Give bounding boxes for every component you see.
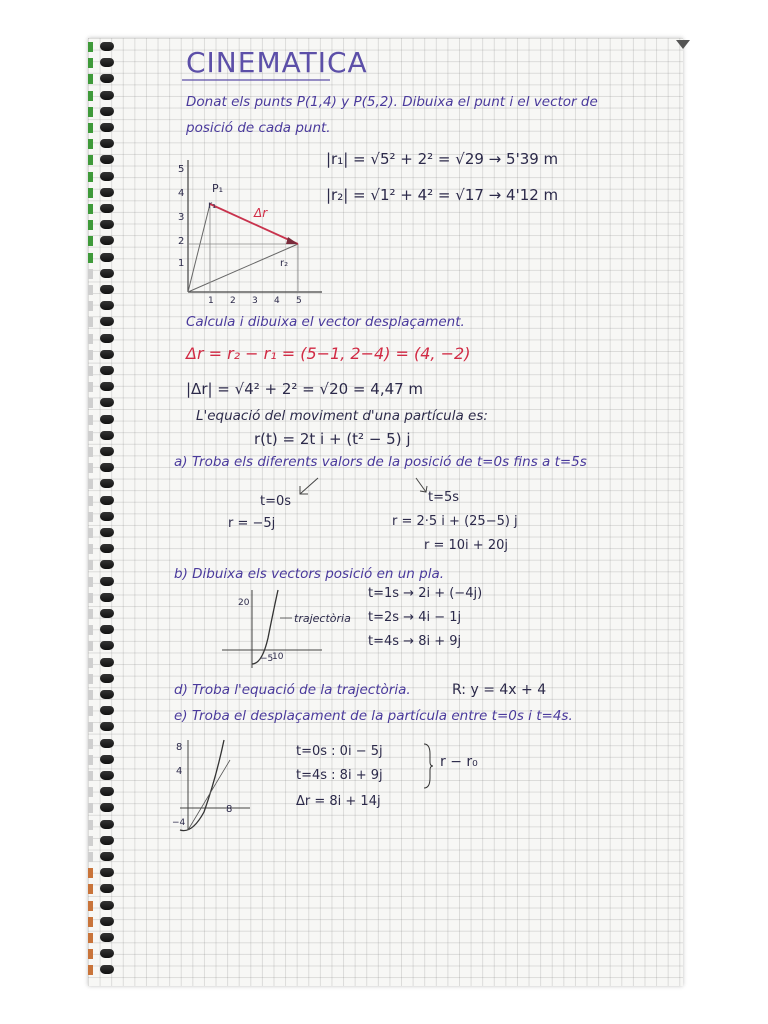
binding-tab: [88, 155, 93, 165]
delta-r-equation: Δr = r₂ − r₁ = (5−1, 2−4) = (4, −2): [186, 344, 471, 363]
disp-graph-y-neg: −4: [172, 818, 186, 828]
binding-ring: [100, 722, 114, 731]
binding-tab: [88, 560, 93, 570]
binding-ring: [100, 301, 114, 310]
binding-ring: [100, 204, 114, 213]
binding-tab: [88, 58, 93, 68]
y-tick-2: 2: [178, 236, 185, 247]
x-tick-2: 2: [230, 296, 236, 306]
t0-value: r = −5j: [228, 516, 276, 531]
binding-tab: [88, 884, 93, 894]
binding-ring: [100, 269, 114, 278]
binding-ring: [100, 755, 114, 764]
binding-ring: [100, 317, 114, 326]
binding-tab: [88, 42, 93, 52]
part-a-statement: a) Troba els diferents valors de la posició de t=0s fins a t=5s: [174, 454, 587, 470]
motion-equation: r(t) = 2t i + (t² − 5) j: [254, 430, 411, 448]
disp-graph-y-mid: 4: [176, 766, 183, 777]
disp-graph-y-top: 8: [176, 742, 183, 753]
binding-ring: [100, 512, 114, 521]
binding-ring: [100, 447, 114, 456]
binding-tab: [88, 803, 93, 813]
binding-ring: [100, 803, 114, 812]
binding-tab: [88, 123, 93, 133]
binding-tab: [88, 74, 93, 84]
page-corner-marker: [676, 40, 690, 49]
binding-ring: [100, 382, 114, 391]
problem2-statement: Calcula i dibuixa el vector desplaçament.: [186, 314, 465, 330]
r2-magnitude: |r₂| = √1² + 4² = √17 → 4'12 m: [326, 186, 559, 204]
binding-tab: [88, 658, 93, 668]
t0-label: t=0s: [260, 494, 292, 509]
binding-ring: [100, 253, 114, 262]
binding-tab: [88, 479, 93, 489]
binding-ring: [100, 463, 114, 472]
trajectory-y-tick: 20: [238, 598, 250, 608]
binding-tab: [88, 917, 93, 927]
part-e-line-2: t=4s : 8i + 9j: [296, 768, 383, 783]
binding-ring: [100, 74, 114, 83]
binding-tab: [88, 398, 93, 408]
disp-graph-x: 8: [226, 804, 233, 815]
binding-tab: [88, 787, 93, 797]
binding-tab: [88, 366, 93, 376]
binding-tab: [88, 609, 93, 619]
binding-ring: [100, 58, 114, 67]
delta-r-magnitude: |Δr| = √4² + 2² = √20 = 4,47 m: [186, 380, 424, 398]
binding-tab: [88, 820, 93, 830]
binding-ring: [100, 593, 114, 602]
x-tick-1: 1: [208, 296, 214, 306]
binding-ring: [100, 901, 114, 910]
binding-tab: [88, 949, 93, 959]
binding-tab: [88, 690, 93, 700]
r2-vector-label: r₂: [280, 258, 289, 269]
trajectory-x-tick: 10: [272, 652, 284, 662]
binding-ring: [100, 172, 114, 181]
binding-ring: [100, 690, 114, 699]
binding-ring: [100, 641, 114, 650]
part-e-result: Δr = 8i + 14j: [296, 794, 381, 809]
part-e-line-1: t=0s : 0i − 5j: [296, 744, 383, 759]
binding-tab: [88, 544, 93, 554]
x-tick-4: 4: [274, 296, 280, 306]
y-tick-1: 1: [178, 258, 185, 269]
trajectory-neg-tick: −5: [260, 654, 274, 664]
binding-ring: [100, 155, 114, 164]
position-vectors-graph: [172, 160, 322, 310]
binding-tab: [88, 447, 93, 457]
binding-tab: [88, 965, 93, 975]
binding-ring: [100, 868, 114, 877]
binding-ring: [100, 366, 114, 375]
binding-tab: [88, 755, 93, 765]
binding-tab: [88, 771, 93, 781]
binding-tab: [88, 933, 93, 943]
y-tick-3: 3: [178, 212, 185, 223]
binding-ring: [100, 577, 114, 586]
binding-tab: [88, 236, 93, 246]
binding-ring: [100, 949, 114, 958]
binding-tab: [88, 415, 93, 425]
binding-ring: [100, 479, 114, 488]
page-title: CINEMATICA: [186, 46, 368, 79]
binding-tab: [88, 739, 93, 749]
binding-ring: [100, 350, 114, 359]
binding-tab: [88, 528, 93, 538]
binding-ring: [100, 852, 114, 861]
binding-tab: [88, 269, 93, 279]
part-b-row-1: t=1s → 2i + (−4j): [368, 586, 483, 601]
binding-tab: [88, 463, 93, 473]
r1-vector-label: r₁: [208, 200, 217, 211]
binding-ring: [100, 42, 114, 51]
binding-tab: [88, 496, 93, 506]
binding-ring: [100, 91, 114, 100]
binding-tab: [88, 625, 93, 635]
binding-tab: [88, 253, 93, 263]
binding-ring: [100, 334, 114, 343]
binding-tab: [88, 285, 93, 295]
binding-ring: [100, 560, 114, 569]
binding-tab: [88, 317, 93, 327]
r1-magnitude: |r₁| = √5² + 2² = √29 → 5'39 m: [326, 150, 559, 168]
binding-tab: [88, 107, 93, 117]
binding-ring: [100, 544, 114, 553]
trajectory-label: trajectòria: [294, 612, 351, 625]
part-b-row-2: t=2s → 4i − 1j: [368, 610, 462, 625]
part-e-statement: e) Troba el desplaçament de la partícula entre t=0s i t=4s.: [174, 708, 573, 724]
part-d-answer: R: y = 4x + 4: [452, 682, 547, 698]
binding-ring: [100, 107, 114, 116]
binding-ring: [100, 496, 114, 505]
binding-ring: [100, 933, 114, 942]
binding-ring: [100, 609, 114, 618]
binding-tab: [88, 172, 93, 182]
binding-ring: [100, 220, 114, 229]
binding-ring: [100, 236, 114, 245]
part-d-statement: d) Troba l'equació de la trajectòria.: [174, 682, 411, 698]
part-e-bracket-result: r − r₀: [440, 754, 478, 770]
problem1-statement-line1: Donat els punts P(1,4) y P(5,2). Dibuixa el punt i el vector de: [186, 94, 598, 110]
binding-tab: [88, 301, 93, 311]
problem3-statement: L'equació del moviment d'una partícula es:: [196, 408, 488, 424]
binding-tab: [88, 836, 93, 846]
part-b-row-3: t=4s → 8i + 9j: [368, 634, 462, 649]
binding-ring: [100, 139, 114, 148]
title-underline: [182, 78, 332, 82]
binding-ring: [100, 674, 114, 683]
binding-ring: [100, 917, 114, 926]
binding-tab: [88, 350, 93, 360]
binding-ring: [100, 415, 114, 424]
binding-tab: [88, 641, 93, 651]
t5-value-line2: r = 10i + 20j: [424, 538, 508, 553]
binding-tab: [88, 91, 93, 101]
binding-tab: [88, 512, 93, 522]
binding-ring: [100, 836, 114, 845]
x-tick-5: 5: [296, 296, 302, 306]
binding-ring: [100, 884, 114, 893]
t5-value-line1: r = 2·5 i + (25−5) j: [392, 514, 518, 529]
binding-tab: [88, 722, 93, 732]
binding-ring: [100, 285, 114, 294]
binding-ring: [100, 658, 114, 667]
binding-ring: [100, 188, 114, 197]
binding-tab: [88, 901, 93, 911]
p1-label: P₁: [212, 182, 224, 195]
binding-ring: [100, 706, 114, 715]
spiral-binding: [82, 38, 118, 986]
y-tick-5: 5: [178, 164, 185, 175]
binding-ring: [100, 528, 114, 537]
binding-ring: [100, 625, 114, 634]
t5-label: t=5s: [428, 490, 460, 505]
arrow-to-t0: [296, 476, 326, 498]
binding-ring: [100, 398, 114, 407]
bracket: [422, 742, 434, 790]
x-tick-3: 3: [252, 296, 258, 306]
binding-tab: [88, 334, 93, 344]
binding-tab: [88, 431, 93, 441]
binding-ring: [100, 431, 114, 440]
binding-ring: [100, 123, 114, 132]
binding-tab: [88, 674, 93, 684]
binding-tab: [88, 868, 93, 878]
binding-tab: [88, 382, 93, 392]
delta-r-label: Δr: [254, 206, 268, 220]
binding-tab: [88, 188, 93, 198]
binding-tab: [88, 220, 93, 230]
binding-ring: [100, 965, 114, 974]
binding-tab: [88, 204, 93, 214]
binding-tab: [88, 706, 93, 716]
binding-ring: [100, 739, 114, 748]
binding-ring: [100, 787, 114, 796]
binding-ring: [100, 771, 114, 780]
problem1-statement-line2: posició de cada punt.: [186, 120, 331, 136]
binding-tab: [88, 593, 93, 603]
binding-tab: [88, 577, 93, 587]
binding-ring: [100, 820, 114, 829]
y-tick-4: 4: [178, 188, 185, 199]
part-b-statement: b) Dibuixa els vectors posició en un pla.: [174, 566, 445, 582]
binding-tab: [88, 852, 93, 862]
binding-tab: [88, 139, 93, 149]
